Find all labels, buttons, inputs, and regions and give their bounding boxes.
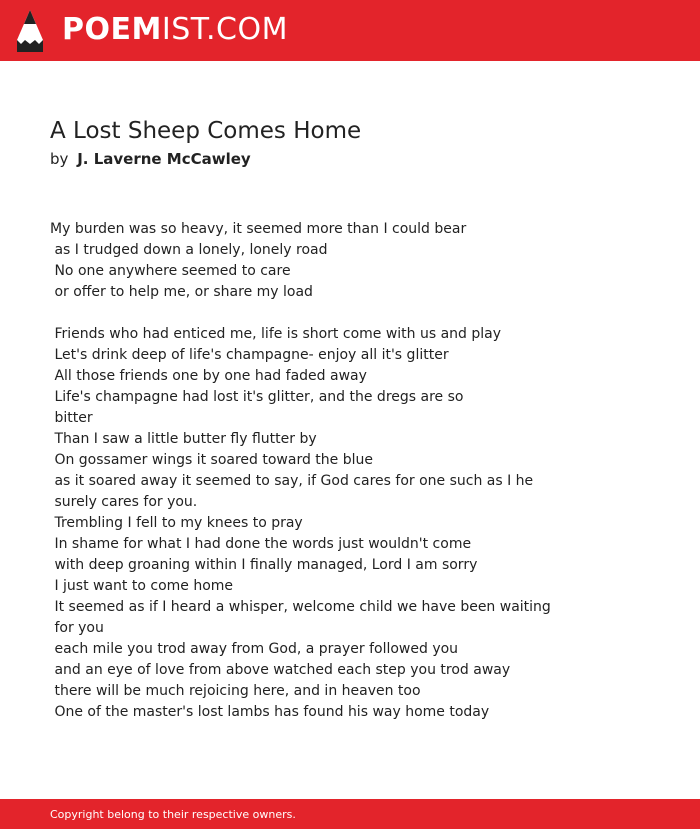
poem-line: One of the master's lost lambs has found his way home today (50, 704, 490, 720)
poem-line: for you (50, 620, 104, 636)
byline (50, 149, 251, 169)
poem-line: each mile you trod away from God, a prayer followed you (50, 641, 459, 657)
author-link[interactable]: J. Laverne McCawley (77, 150, 251, 168)
poem-line: No one anywhere seemed to care (50, 263, 291, 279)
poem-line: surely cares for you. (50, 494, 198, 510)
brand-light-text: IST.COM (161, 12, 288, 47)
poem-line: I just want to come home (50, 578, 234, 594)
poem-line: or offer to help me, or share my load (50, 284, 313, 300)
poem-line: It seemed as if I heard a whisper, welcome child we have been waiting (50, 599, 551, 615)
poem-line: and an eye of love from above watched each step you trod away (50, 662, 511, 678)
by-label: by (50, 150, 69, 168)
poem-line: as I trudged down a lonely, lonely road (50, 242, 328, 258)
poem-line: Life's champagne had lost it's glitter, and the dregs are so (50, 389, 464, 405)
poem-line: Trembling I fell to my knees to pray (50, 515, 303, 531)
poem-line: as it soared away it seemed to say, if God cares for one such as I he (50, 473, 534, 489)
poem-line: In shame for what I had done the words just wouldn't come (50, 536, 472, 552)
footer (0, 799, 700, 829)
poem-line: there will be much rejoicing here, and in heaven too (50, 683, 421, 699)
brand-bold-text: POEM (62, 12, 162, 47)
pencil-icon[interactable] (17, 10, 43, 52)
poem-line: bitter (50, 410, 93, 426)
poem-line: Than I saw a little butter fly flutter by (50, 431, 317, 447)
poem-line: with deep groaning within I finally managed, Lord I am sorry (50, 557, 478, 573)
poem-line: Friends who had enticed me, life is short come with us and play (50, 326, 502, 342)
poem-line: All those friends one by one had faded away (50, 368, 367, 384)
poem-line: Let's drink deep of life's champagne- enjoy all it's glitter (50, 347, 449, 363)
poem-line: My burden was so heavy, it seemed more than I could bear (50, 221, 467, 237)
poem-line: On gossamer wings it soared toward the blue (50, 452, 373, 468)
poem-title: A Lost Sheep Comes Home (50, 118, 362, 144)
poem-body (50, 219, 670, 723)
copyright-text: Copyright belong to their respective owners. (50, 808, 296, 821)
brand-logo[interactable] (62, 12, 288, 48)
poem-line (50, 303, 670, 324)
top-bar (0, 0, 700, 61)
